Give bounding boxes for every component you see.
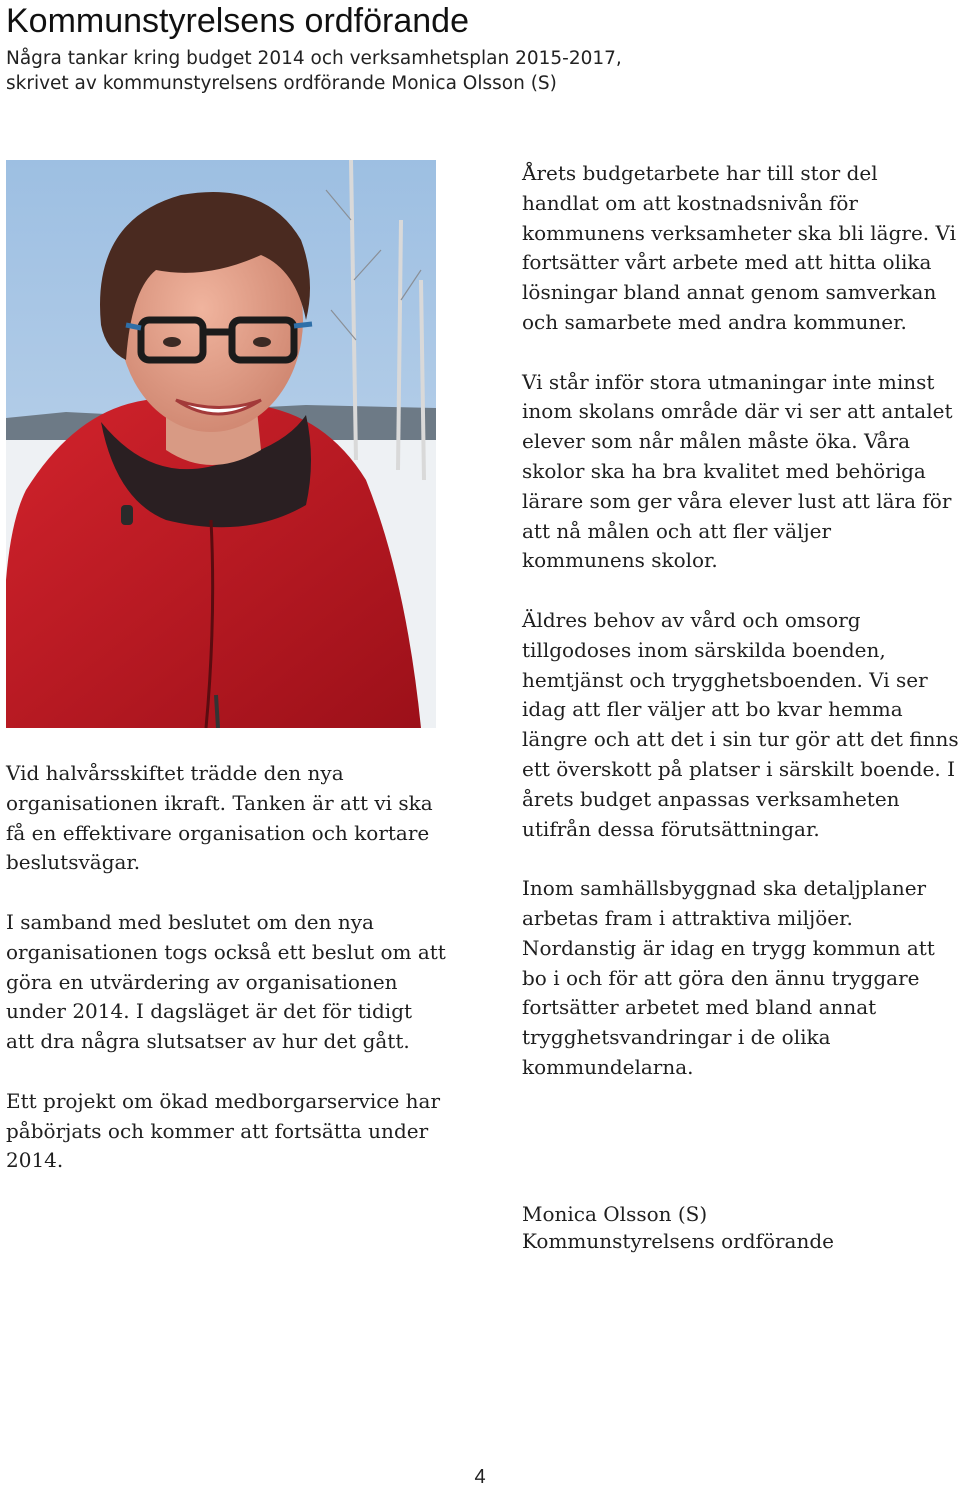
right-column: [522, 159, 960, 1083]
signature-role: Kommunstyrelsens ordförande: [522, 1229, 834, 1253]
page-subtitle: [6, 46, 946, 96]
page-header: [6, 0, 946, 96]
left-paragraph-3: Ett projekt om ökad medborgarservice har påbörjats och kommer att fortsätta under 2014.: [6, 1088, 441, 1173]
subtitle-line-2: skrivet av kommunstyrelsens ordförande Monica Olsson (S): [6, 73, 557, 94]
page-number: 4: [474, 1466, 486, 1488]
left-paragraph-1: Vid halvårsskiftet trädde den nya organisationen ikraft. Tanken är att vi ska få en effektivare organisation och kortare beslutsvägar.: [6, 761, 433, 875]
left-column: [6, 759, 446, 1176]
signature-name: Monica Olsson (S): [522, 1202, 708, 1226]
portrait-photo: [6, 160, 436, 728]
signature-block: [522, 1201, 834, 1255]
right-paragraph-4: Inom samhällsbyggnad ska detaljplaner arbetas fram i attraktiva miljöer. Nordanstig är idag en trygg kommun att bo i och för att göra den ännu tryggare fortsätter arbetet med bland annat trygghetsvandringar i de olika kommundelarna.: [522, 876, 935, 1079]
right-paragraph-3: Äldres behov av vård och omsorg tillgodoses inom särskilda boenden, hemtjänst och trygghetsboenden. Vi ser idag att fler väljer att bo kvar hemma längre och att det i sin tur gör att det finns ett överskott på platser i särskilt boende. I årets budget anpassas verksamheten utifrån dessa förutsättningar.: [522, 607, 959, 841]
page-title: Kommunstyrelsens ordförande: [6, 2, 470, 40]
left-paragraph-2: I samband med beslutet om den nya organisationen togs också ett beslut om att göra en utvärdering av organisationen under 2014. I dagsläget är det för tidigt att dra några slutsatser av hur det gått.: [6, 909, 446, 1054]
subtitle-line-1: Några tankar kring budget 2014 och verksamhetsplan 2015-2017,: [6, 48, 622, 69]
right-paragraph-1: Årets budgetarbete har till stor del handlat om att kostnadsnivån för kommunens verksamheter ska bli lägre. Vi fortsätter vårt arbete med att hitta olika lösningar bland annat genom samverkan och samarbete med andra kommuner.: [522, 161, 957, 334]
right-paragraph-2: Vi står inför stora utmaningar inte minst inom skolans område där vi ser att antalet elever som når målen måste öka. Våra skolor ska ha bra kvalitet med behöriga lärare som ger våra elever lust att lära för att nå målen och att fler väljer kommunens skolor.: [522, 369, 953, 573]
